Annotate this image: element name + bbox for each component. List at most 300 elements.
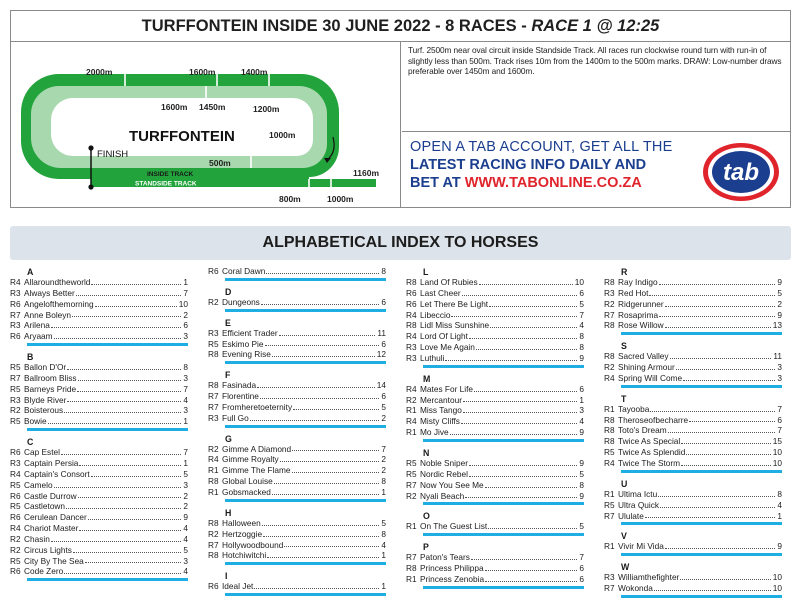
saddle-number: 4	[777, 499, 782, 510]
dot-leader	[67, 362, 181, 370]
horse-entry	[406, 563, 584, 574]
race-number: R5	[10, 479, 21, 490]
horse-entry	[604, 277, 782, 288]
horse-entry	[10, 512, 188, 523]
horse-entry	[406, 342, 584, 353]
section-divider	[423, 502, 584, 505]
horse-name: Gimme The Flame	[222, 465, 291, 476]
saddle-number: 3	[183, 372, 188, 383]
dot-leader	[254, 581, 379, 589]
race-number: R5	[208, 338, 219, 349]
section-divider	[27, 578, 188, 581]
saddle-number: 7	[579, 309, 584, 320]
horse-name: Fasinada	[222, 380, 257, 391]
page-title	[11, 11, 790, 42]
horse-name: Halloween	[222, 517, 261, 528]
horse-name: Ballroom Bliss	[24, 372, 77, 383]
horse-entry	[208, 581, 386, 592]
horse-name: Misty Cliffs	[420, 416, 460, 427]
race-number: R8	[604, 351, 615, 362]
horse-name: Evening Rise	[222, 349, 271, 360]
horse-name: Anne Boleyn	[24, 309, 72, 320]
horse-name: Princess Philippa	[420, 563, 484, 574]
saddle-number: 9	[579, 457, 584, 468]
horse-entry	[10, 458, 188, 469]
dot-leader	[445, 353, 577, 361]
horse-name: Twice The Storm	[618, 457, 681, 468]
horse-entry	[604, 362, 782, 373]
race-number: R7	[406, 479, 417, 490]
saddle-number: 6	[579, 563, 584, 574]
horse-name: Cerulean Dancer	[24, 512, 87, 523]
dot-leader	[659, 310, 775, 318]
race-number: R5	[10, 383, 21, 394]
dot-leader	[72, 310, 181, 318]
race-number: R2	[604, 298, 615, 309]
saddle-number: 6	[381, 338, 386, 349]
race-number: R5	[406, 457, 417, 468]
dot-leader	[272, 487, 379, 495]
label-1000m-bottom: 1000m	[327, 194, 354, 204]
saddle-number: 9	[579, 352, 584, 363]
dot-leader	[85, 556, 182, 564]
label-1600m-inner: 1600m	[161, 102, 188, 112]
horse-name: Toto's Dream	[618, 425, 667, 436]
saddle-number: 12	[376, 349, 386, 360]
letter-heading: S	[621, 341, 627, 352]
horse-entry	[208, 487, 386, 498]
dot-leader	[61, 447, 181, 455]
race-number: R6	[10, 512, 21, 523]
horse-name: Ultra Quick	[618, 499, 660, 510]
label-500m: 500m	[209, 158, 231, 168]
horse-entry	[208, 380, 386, 391]
saddle-number: 6	[579, 573, 584, 584]
saddle-number: 7	[579, 552, 584, 563]
label-800m: 800m	[279, 194, 301, 204]
horse-entry	[406, 277, 584, 288]
race-number: R7	[406, 552, 417, 563]
race-number: R2	[208, 296, 219, 307]
saddle-number: 6	[579, 383, 584, 394]
horse-entry	[406, 480, 584, 491]
saddle-number: 5	[777, 287, 782, 298]
race-number: R7	[604, 510, 615, 521]
dot-leader	[51, 534, 182, 542]
letter-heading: W	[621, 562, 630, 573]
saddle-number: 4	[183, 394, 188, 405]
horse-entry	[208, 465, 386, 476]
horse-name: Nyali Beach	[420, 490, 465, 501]
race-number: R7	[208, 539, 219, 550]
saddle-number: 10	[178, 298, 188, 309]
horse-name: Libeccio	[420, 309, 451, 320]
race-number: R6	[406, 287, 417, 298]
section-divider	[621, 553, 782, 556]
dot-leader	[462, 288, 578, 296]
saddle-number: 4	[183, 566, 188, 577]
dot-leader	[490, 320, 577, 328]
dot-leader	[67, 395, 181, 403]
horse-name: Last Cheer	[420, 287, 461, 298]
race-number: R8	[604, 320, 615, 331]
dot-leader	[73, 545, 181, 553]
saddle-number: 9	[579, 427, 584, 438]
horse-name: Always Better	[24, 287, 75, 298]
horse-name: Theroseofbecharre	[618, 414, 689, 425]
horse-name: Gobsmacked	[222, 486, 271, 497]
horse-entry	[10, 373, 188, 384]
section-divider	[225, 309, 386, 312]
saddle-number: 14	[376, 380, 386, 391]
dot-leader	[668, 425, 776, 433]
saddle-number: 1	[381, 581, 386, 592]
horse-name: Rosaprima	[618, 309, 659, 320]
race-number: R6	[10, 566, 21, 577]
race-number: R6	[10, 331, 21, 342]
race-number: R3	[604, 287, 615, 298]
horse-name: Captain Persia	[24, 457, 79, 468]
horse-entry	[604, 500, 782, 511]
race-number: R8	[406, 563, 417, 574]
saddle-number: 5	[183, 544, 188, 555]
horse-entry	[10, 469, 188, 480]
race-number: R8	[604, 436, 615, 447]
section-divider	[621, 470, 782, 473]
section-divider	[621, 522, 782, 525]
dot-leader	[261, 297, 380, 305]
saddle-number: 5	[381, 401, 386, 412]
race-number: R1	[604, 488, 615, 499]
horse-name: Paton's Tears	[420, 552, 470, 563]
saddle-number: 7	[183, 447, 188, 458]
saddle-number: 7	[777, 425, 782, 436]
track-diagram	[11, 42, 401, 208]
dot-leader	[659, 277, 776, 285]
horse-entry	[208, 328, 386, 339]
section-divider	[621, 595, 782, 598]
horse-name: Eskimo Pie	[222, 338, 264, 349]
horse-name: Efficient Trader	[222, 327, 278, 338]
horse-entry	[406, 574, 584, 585]
horse-name: Mo Jive	[420, 427, 449, 438]
horse-name: Hertzoggie	[222, 528, 263, 539]
dot-leader	[250, 413, 380, 421]
horse-entry	[208, 540, 386, 551]
letter-heading: R	[621, 267, 628, 277]
letter-heading: F	[225, 370, 231, 381]
dot-leader	[54, 331, 182, 339]
dot-leader	[79, 523, 181, 531]
saddle-number: 8	[579, 342, 584, 353]
horse-name: Princess Zenobia	[420, 573, 485, 584]
horse-name: Aryaam	[24, 331, 53, 342]
saddle-number: 8	[381, 528, 386, 539]
saddle-number: 1	[579, 394, 584, 405]
horse-entry	[208, 444, 386, 455]
horse-entry	[406, 469, 584, 480]
saddle-number: 9	[777, 541, 782, 552]
race-number: R2	[10, 533, 21, 544]
saddle-number: 5	[579, 468, 584, 479]
letter-heading: V	[621, 531, 627, 542]
dot-leader	[485, 480, 578, 488]
horse-entry	[10, 534, 188, 545]
section-divider	[423, 439, 584, 442]
horse-name: Lidl Miss Sunshine	[420, 320, 490, 331]
horse-name: Allaroundtheworld	[24, 277, 91, 287]
section-divider	[225, 499, 386, 502]
saddle-number: 7	[183, 287, 188, 298]
saddle-number: 6	[777, 414, 782, 425]
horse-entry	[604, 572, 782, 583]
saddle-number: 8	[183, 362, 188, 373]
horse-entry	[604, 288, 782, 299]
horse-name: Mercantour	[420, 394, 462, 405]
horse-entry	[604, 310, 782, 321]
section-divider	[423, 586, 584, 589]
index-column-1	[10, 266, 188, 582]
saddle-number: 9	[777, 309, 782, 320]
race-number: R7	[10, 372, 21, 383]
finish-label: FINISH	[97, 149, 129, 160]
race-number: R2	[10, 544, 21, 555]
race-number: R6	[406, 298, 417, 309]
horse-name: Castle Durrow	[24, 490, 77, 501]
race-number: R1	[604, 403, 615, 414]
dot-leader	[292, 465, 380, 473]
inside-track-label: INSIDE TRACK	[147, 171, 194, 178]
horse-name: Global Louise	[222, 476, 273, 487]
letter-heading: G	[225, 433, 232, 444]
dot-leader	[284, 540, 379, 548]
tab-logo-icon[interactable]	[700, 140, 782, 204]
saddle-number: 3	[579, 405, 584, 416]
saddle-number: 8	[777, 488, 782, 499]
saddle-number: 9	[777, 277, 782, 287]
horse-entry	[604, 404, 782, 415]
dot-leader	[266, 266, 379, 274]
horse-name: Coral Dawn	[222, 266, 266, 276]
dot-leader	[689, 415, 775, 423]
dot-leader	[645, 511, 776, 519]
saddle-number: 3	[183, 479, 188, 490]
race-number: R5	[10, 555, 21, 566]
horse-entry	[604, 373, 782, 384]
label-1000m-inner: 1000m	[269, 130, 296, 140]
section-divider	[621, 385, 782, 388]
horse-entry	[10, 491, 188, 502]
race-header-panel	[10, 10, 791, 208]
dot-leader	[257, 380, 375, 388]
race-number: R6	[10, 490, 21, 501]
horse-entry	[406, 288, 584, 299]
saddle-number: 2	[381, 465, 386, 476]
horse-entry	[10, 405, 188, 416]
dot-leader	[681, 436, 771, 444]
race-number: R4	[10, 468, 21, 479]
horse-entry	[10, 566, 188, 577]
race-number: R2	[10, 405, 21, 416]
saddle-number: 10	[772, 583, 782, 594]
dot-leader	[48, 416, 182, 424]
horse-entry	[208, 391, 386, 402]
dot-leader	[292, 444, 379, 452]
race-number: R6	[10, 298, 21, 309]
horse-name: Wokonda	[618, 583, 653, 594]
horse-name: Love Me Again	[420, 342, 475, 353]
dot-leader	[681, 458, 771, 466]
dot-leader	[77, 384, 181, 392]
horse-name: Hotchiwitchi	[222, 550, 267, 561]
horse-name: Boisterous	[24, 405, 64, 416]
race-number: R5	[10, 501, 21, 512]
saddle-number: 5	[183, 468, 188, 479]
dot-leader	[676, 362, 776, 370]
dot-leader	[474, 384, 577, 392]
letter-heading: E	[225, 317, 231, 328]
horse-name: Fromheretoeternity	[222, 401, 293, 412]
tab-advert[interactable]	[402, 133, 791, 208]
race-number: R2	[208, 443, 219, 454]
race-number: R1	[406, 405, 417, 416]
saddle-number: 4	[381, 539, 386, 550]
horse-name: Vivir Mi Vida	[618, 541, 664, 552]
saddle-number: 10	[574, 277, 584, 287]
saddle-number: 7	[777, 403, 782, 414]
race-number: R4	[604, 457, 615, 468]
horse-entry	[406, 491, 584, 502]
horse-name: Gimme Royalty	[222, 454, 279, 465]
race-number: R7	[208, 391, 219, 402]
saddle-number: 5	[381, 517, 386, 528]
dot-leader	[79, 458, 181, 466]
ad-line-3-prefix: BET AT	[410, 175, 465, 191]
horse-entry	[208, 550, 386, 561]
horse-name: Now You See Me	[420, 479, 484, 490]
dot-leader	[479, 277, 573, 285]
dot-leader	[489, 299, 577, 307]
race-number: R4	[604, 372, 615, 383]
letter-heading: B	[27, 352, 34, 363]
track-description: Turf. 2500m near oval circuit inside Standside Track. All races run clockwise round turn with run-in of slightly less than 500m. Track rises 10m from the 1400m to the 500m marks. DRAW: Low-number draws preferable over 1450m and 1600m.	[402, 42, 791, 132]
dot-leader	[485, 574, 577, 582]
horse-entry	[10, 447, 188, 458]
dot-leader	[658, 489, 775, 497]
saddle-number: 1	[183, 277, 188, 287]
horse-name: Spring Will Come	[618, 372, 683, 383]
ad-line-2: LATEST RACING INFO DAILY AND	[410, 157, 647, 173]
race-number: R1	[208, 486, 219, 497]
horse-entry	[406, 416, 584, 427]
label-1600m-top: 1600m	[189, 67, 216, 77]
saddle-number: 6	[381, 296, 386, 307]
dot-leader	[680, 572, 770, 580]
section-divider	[27, 343, 188, 346]
letter-heading: U	[621, 478, 628, 489]
dot-leader	[665, 320, 771, 328]
dot-leader	[461, 416, 577, 424]
section-divider	[423, 365, 584, 368]
saddle-number: 3	[777, 362, 782, 373]
dot-leader	[469, 331, 577, 339]
saddle-number: 4	[183, 523, 188, 534]
horse-name: Ideal Jet	[222, 581, 254, 592]
horse-name: Arilena	[24, 320, 50, 331]
horse-name: Twice As Splendid	[618, 447, 686, 458]
race-number: R7	[208, 401, 219, 412]
letter-heading: P	[423, 542, 429, 553]
race-number: R3	[10, 320, 21, 331]
saddle-number: 11	[773, 351, 782, 362]
horse-entry	[604, 415, 782, 426]
horse-name: Barneys Pride	[24, 383, 77, 394]
horse-entry	[604, 299, 782, 310]
race-number: R8	[208, 550, 219, 561]
horse-entry	[406, 299, 584, 310]
section-divider	[225, 278, 386, 281]
saddle-number: 2	[183, 490, 188, 501]
saddle-number: 4	[183, 533, 188, 544]
dot-leader	[650, 404, 775, 412]
race-number: R3	[604, 572, 615, 583]
race-number: R2	[406, 490, 417, 501]
dot-leader	[665, 541, 776, 549]
dot-leader	[64, 566, 181, 574]
horse-entry	[10, 523, 188, 534]
dot-leader	[670, 351, 772, 359]
horse-name: Florentine	[222, 391, 259, 402]
dot-leader	[686, 447, 770, 455]
ad-url-link[interactable]: WWW.TABONLINE.CO.ZA	[464, 175, 642, 191]
horse-entry	[604, 511, 782, 522]
dot-leader	[54, 480, 182, 488]
horse-name: Williamthefighter	[618, 572, 680, 583]
horse-name: Miss Tango	[420, 405, 462, 416]
dot-leader	[469, 458, 577, 466]
index-column-3	[406, 266, 584, 590]
dot-leader	[683, 373, 775, 381]
horse-entry	[406, 384, 584, 395]
race-number: R3	[10, 457, 21, 468]
horse-name: Code Zero	[24, 566, 64, 577]
race-number: R8	[208, 517, 219, 528]
horse-entry	[406, 521, 584, 532]
race-number: R6	[208, 581, 219, 592]
dot-leader	[78, 491, 182, 499]
horse-name: Twice As Special	[618, 436, 681, 447]
dot-leader	[451, 310, 577, 318]
saddle-number: 8	[381, 266, 386, 276]
race-number: R4	[406, 416, 417, 427]
dot-leader	[262, 518, 380, 526]
dot-leader	[665, 299, 776, 307]
horse-entry	[10, 288, 188, 299]
horse-entry	[10, 556, 188, 567]
horse-name: Noble Sniper	[420, 457, 468, 468]
horse-name: On The Guest List	[420, 521, 488, 532]
letter-heading: N	[423, 447, 430, 458]
saddle-number: 2	[183, 501, 188, 512]
dot-leader	[279, 328, 376, 336]
horse-entry	[406, 320, 584, 331]
race-number: R8	[208, 476, 219, 487]
label-2000m: 2000m	[86, 67, 113, 77]
race-number: R3	[208, 327, 219, 338]
race-number: R5	[10, 362, 21, 373]
horse-name: Chasin	[24, 533, 50, 544]
race-number: R1	[208, 465, 219, 476]
